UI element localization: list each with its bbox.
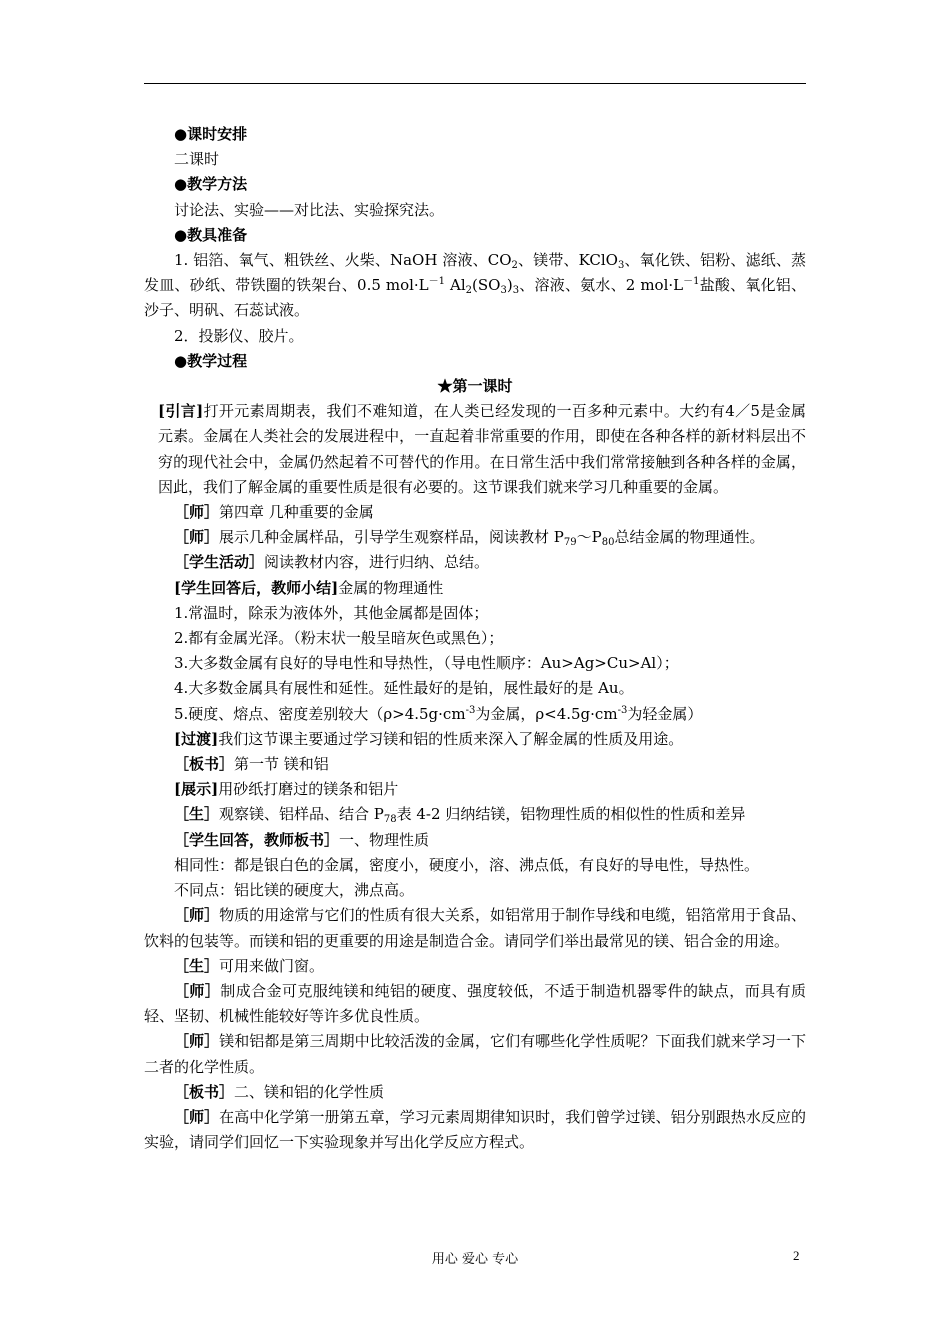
lesson-title: ★第一课时	[437, 377, 513, 396]
student-activity: ［学生活动］阅读教材内容，进行归纳、总结。	[174, 553, 490, 572]
footer-motto: 用心 爱心 专心	[431, 1252, 519, 1267]
header-rule	[144, 83, 806, 84]
heading-process: ●教学过程	[174, 351, 248, 370]
teacher-line-4: ［师］制成合金可克服纯镁和纯铝的硬度、强度较低，不适于制造机器零件的缺点，而具有质轻、坚韧、机械性能较好等许多优良性质。	[144, 981, 806, 1026]
page-body	[144, 122, 806, 1155]
student-line-1: ［生］观察镁、铝样品、结合 $P_{78}$表 4-2 归纳结镁，铝物理性质的相似性的性质和差异	[174, 805, 746, 826]
intro-paragraph: [引言]打开元素周期表，我们不难知道，在人类已经发现的一百多种元素中。大约有4／5是金属元素。金属在人类社会的发展进程中，一直起着非常重要的作用，即使在各种各样的新材料层出不穷的现代社会中，金属仍然起着不可替代的作用。在日常生活中我们常常接触到各种各样的金属，因此，我们了解金属的重要性质是很有必要的。这节课我们就来学习几种重要的金属。	[158, 402, 807, 496]
teacher-line-6: ［师］在高中化学第一册第五章，学习元素周期律知识时，我们曾学过镁、铝分别跟热水反应的实验，请同学们回忆一下实验现象并写出化学反应方程式。	[144, 1107, 806, 1152]
demonstration: [展示]用砂纸打磨过的镁条和铝片	[174, 780, 399, 799]
transition: [过渡]我们这节课主要通过学习镁和铝的性质来深入了解金属的性质及用途。	[174, 729, 684, 748]
tools-list-2: 2．投影仪、胶片。	[174, 326, 304, 345]
similarity-text: 相同性：都是银白色的金属，密度小，硬度小，溶、沸点低，有良好的导电性，导热性。	[174, 855, 760, 874]
heading-schedule: ●课时安排	[174, 125, 248, 143]
heading-tools: ●教具准备	[174, 225, 248, 244]
teacher-line-2: ［师］展示几种金属样品，引导学生观察样品，阅读教材 $P_{79}\sim P_{80}$总结金属的物理通性。	[174, 528, 765, 549]
property-5: 5.硬度、熔点、密度差别较大（$\rho>4.5g\cdot cm^{-3}$为金属，$\rho<4.5g\cdot cm^{-3}$为轻金属）	[174, 704, 703, 723]
schedule-text: 二课时	[174, 150, 220, 169]
student-line-2: ［生］可用来做门窗。	[174, 956, 325, 975]
property-1: 1.常温时，除汞为液体外，其他金属都是固体；	[174, 603, 489, 622]
board-note-1: ［板书］第一节 镁和铝	[174, 755, 329, 774]
property-2: 2.都有金属光泽。（粉末状一般呈暗灰色或黑色）；	[174, 629, 504, 648]
property-3: 3.大多数金属有良好的导电性和导热性，（导电性顺序：Au>Ag>Cu>Al）；	[174, 654, 679, 673]
heading-method: ●教学方法	[174, 175, 248, 194]
difference-text: 不同点：铝比镁的硬度大，沸点高。	[174, 881, 415, 900]
teacher-line-5: ［师］镁和铝都是第三周期中比较活泼的金属，它们有哪些化学性质呢？下面我们就来学习一下二者的化学性质。	[144, 1032, 806, 1076]
teacher-summary: [学生回答后，教师小结]金属的物理通性	[174, 578, 444, 597]
method-text: 讨论法、实验——对比法、实验探究法。	[174, 200, 445, 219]
tools-list-1: 1. 铝箔、氧气、粗铁丝、火柴、NaOH 溶液、$CO_2$、镁带、KClO$_3$、氧化铁、铝粉、滤纸、蒸发皿、砂纸、带铁圈的铁架台、0.5 $mol\cdot L^{-1}$ $Al_2(SO_3)_3$、溶液、氨水、2 $mol\cdot L^{-1}$盐酸、氧化铝、沙子、明矾、石蕊试液。	[144, 251, 807, 320]
board-note-2: ［板书］二、镁和铝的化学性质	[174, 1082, 385, 1101]
page-number: 2	[793, 1248, 800, 1263]
teacher-line-1: ［师］第四章 几种重要的金属	[174, 503, 374, 522]
property-4: 4.大多数金属具有展性和延性。延性最好的是铂，展性最好的是 Au。	[174, 679, 634, 698]
teacher-line-3: ［师］物质的用途常与它们的性质有很大关系，如铝常用于制作导线和电缆，铝箔常用于食品、饮料的包装等。而镁和铝的更重要的用途是制造合金。请同学们举出最常见的镁、铝合金的用途。	[144, 906, 806, 950]
student-answer: ［学生回答，教师板书］一、物理性质	[174, 830, 430, 849]
